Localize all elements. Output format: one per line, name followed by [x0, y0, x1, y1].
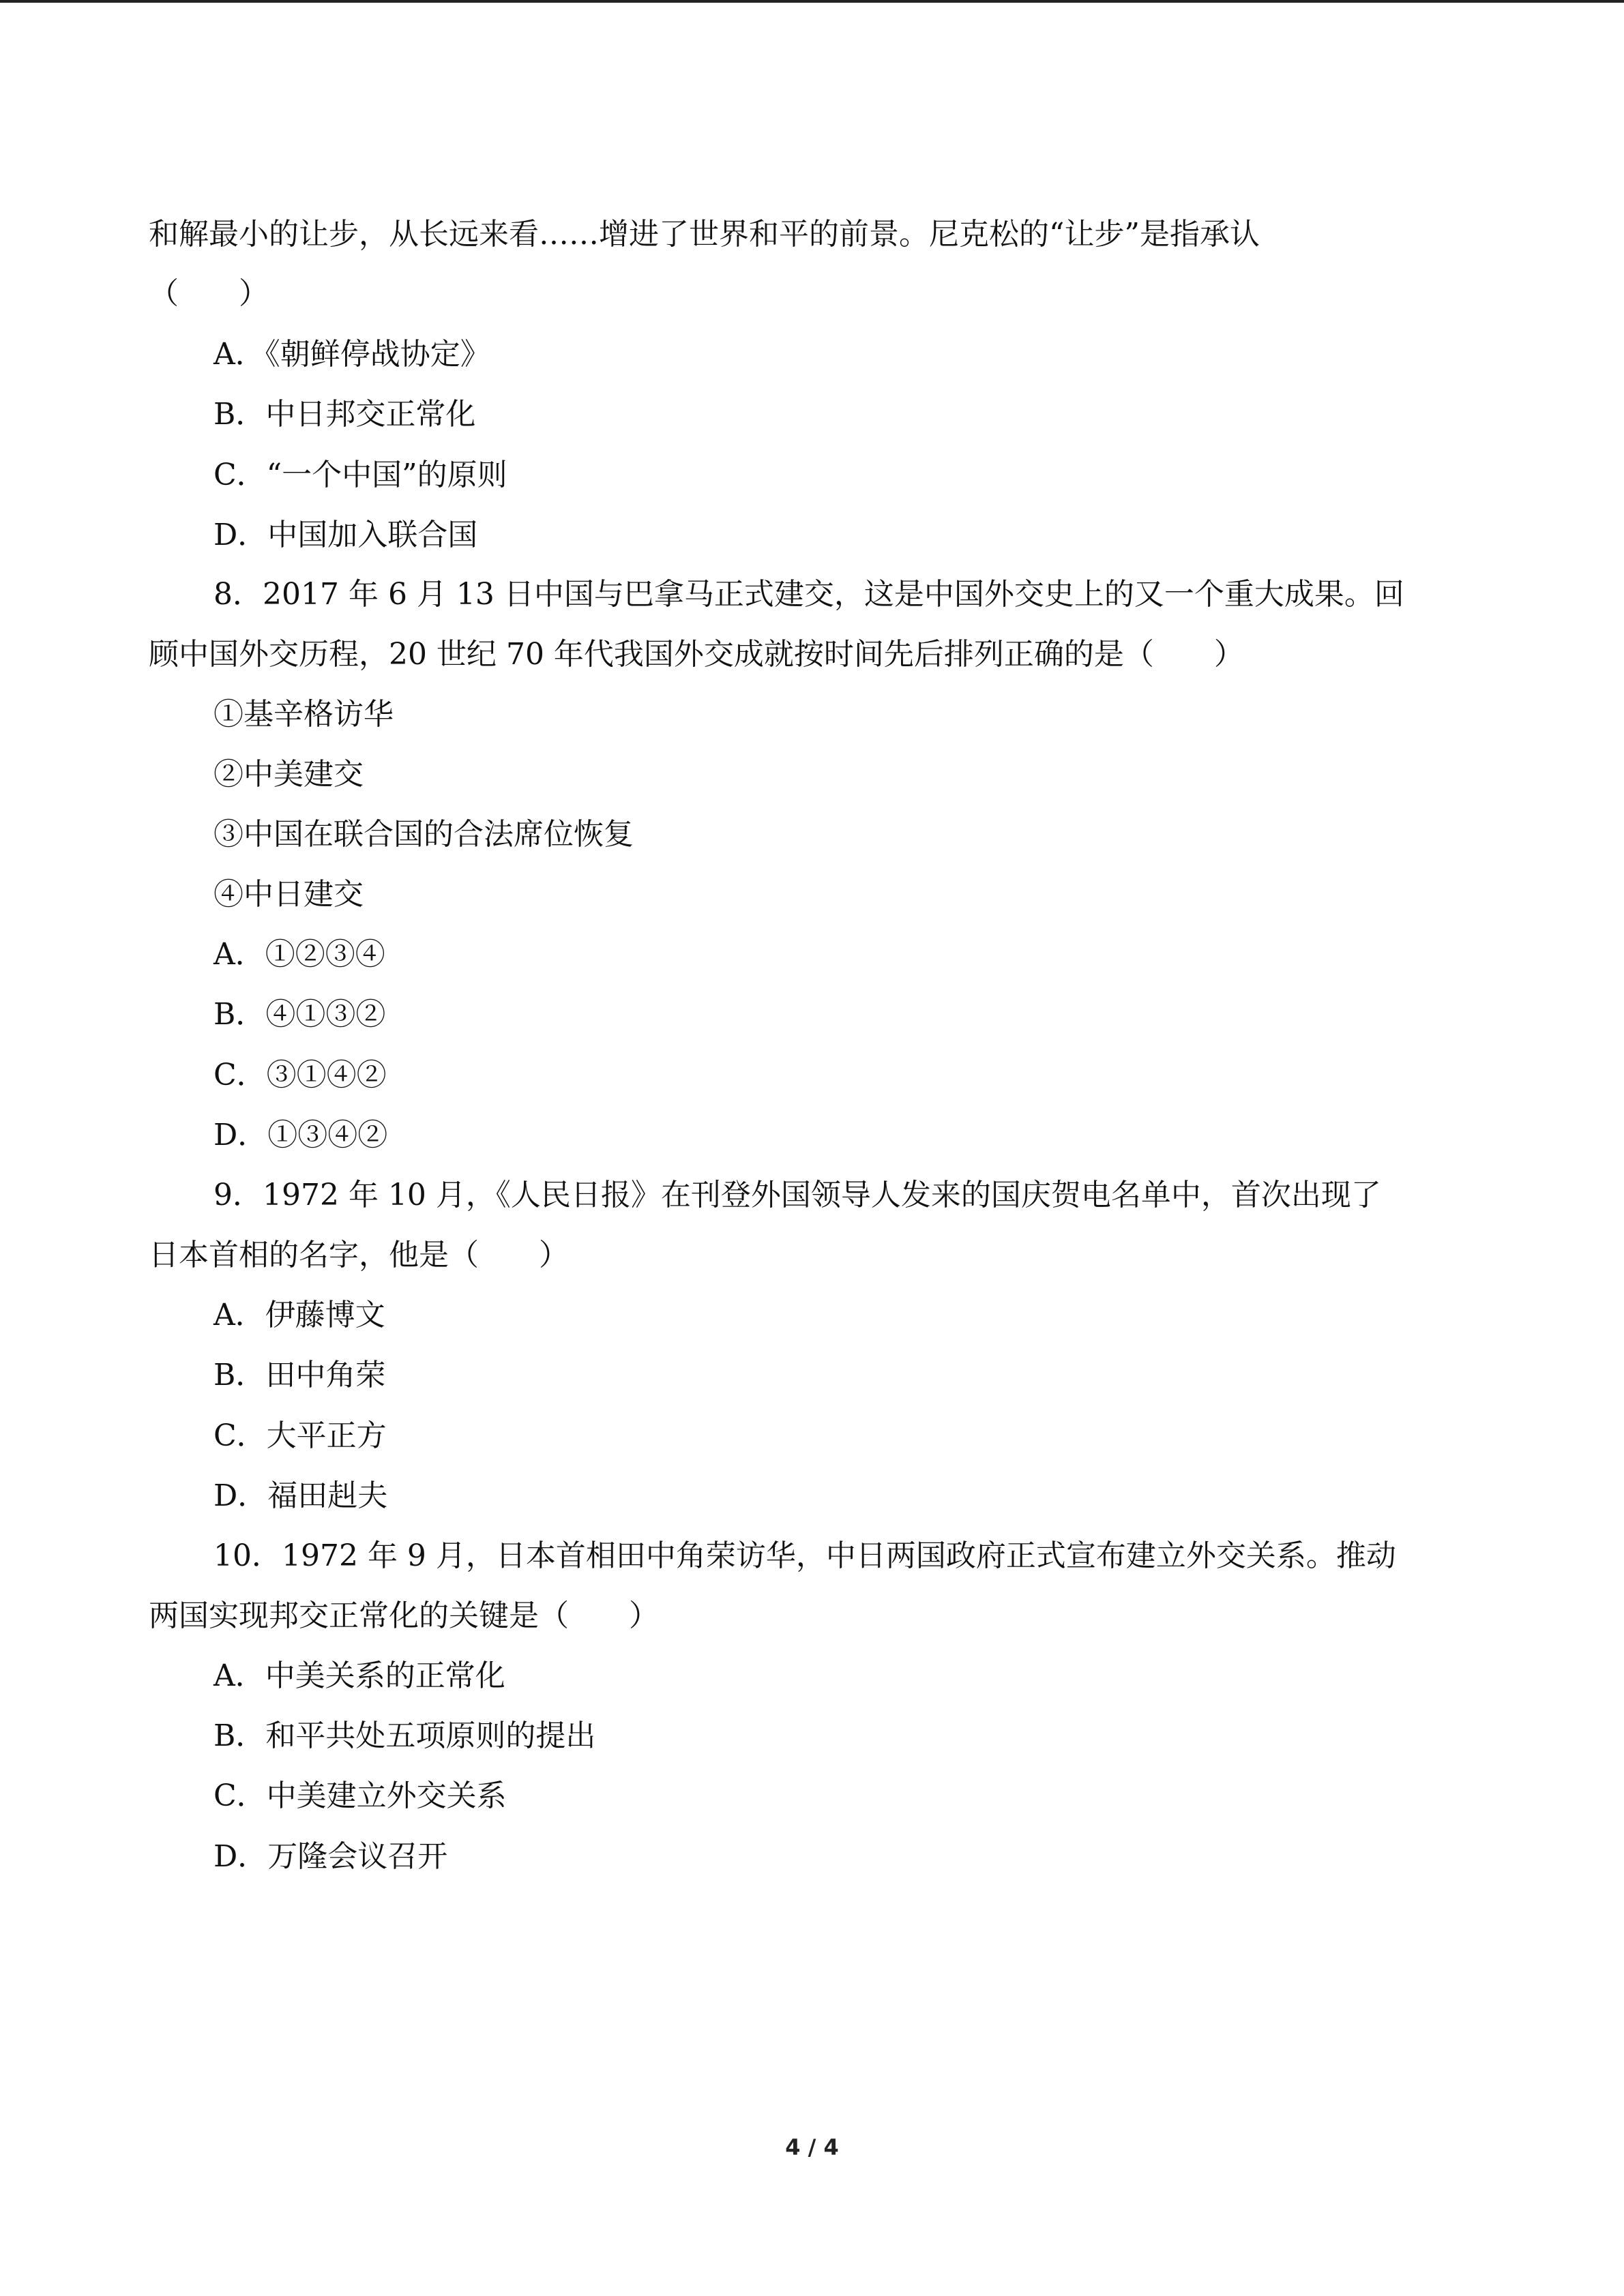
q8-stem-line-2: 顾中国外交历程，20 世纪 70 年代我国外交成就按时间先后排列正确的是（ ）	[149, 637, 1244, 672]
q9-option-d: D．福田赳夫	[213, 1478, 388, 1513]
page-number: 4 / 4	[785, 2134, 839, 2160]
q10-option-b: B．和平共处五项原则的提出	[213, 1718, 596, 1753]
q8-event-1: ①基辛格访华	[213, 697, 394, 732]
q10-option-a: A．中美关系的正常化	[213, 1658, 505, 1693]
q7-option-d: D．中国加入联合国	[213, 518, 478, 552]
q7-stem-line-2: 和解最小的让步，从长远来看……增进了世界和平的前景。尼克松的“让步”是指承认	[149, 217, 1260, 252]
q9-stem-line-1: 9．1972 年 10 月，《人民日报》在刊登外国领导人发来的国庆贺电名单中，首次出现了	[213, 1178, 1381, 1212]
page-top-border	[0, 0, 1624, 3]
q7-option-b: B．中日邦交正常化	[213, 397, 476, 432]
q8-stem-line-1: 8．2017 年 6 月 13 日中国与巴拿马正式建交，这是中国外交史上的又一个重大成果。回	[213, 577, 1404, 612]
q7-option-c: C．“一个中国”的原则	[213, 458, 507, 492]
q8-option-a: A．①②③④	[213, 937, 385, 972]
q9-option-c: C．大平正方	[213, 1418, 387, 1453]
q9-option-a: A．伊藤博文	[213, 1298, 385, 1332]
q10-option-c: C．中美建立外交关系	[213, 1778, 507, 1813]
q8-event-4: ④中日建交	[213, 877, 364, 912]
q8-option-c: C．③①④②	[213, 1058, 387, 1092]
q10-stem-line-2: 两国实现邦交正常化的关键是（ ）	[149, 1598, 659, 1633]
q8-option-d: D．①③④②	[213, 1118, 388, 1152]
q7-answer-blank: （ ）	[149, 276, 269, 311]
q10-stem-line-1: 10．1972 年 9 月，日本首相田中角荣访华，中日两国政府正式宣布建立外交关系。推动	[213, 1538, 1396, 1573]
q10-option-d: D．万隆会议召开	[213, 1839, 448, 1874]
q7-option-a: A．《朝鲜停战协定》	[213, 337, 490, 372]
q8-event-2: ②中美建交	[213, 757, 364, 792]
q9-stem-line-2: 日本首相的名字，他是（ ）	[149, 1238, 569, 1272]
q9-option-b: B．田中角荣	[213, 1358, 386, 1392]
q8-event-3: ③中国在联合国的合法席位恢复	[213, 817, 634, 852]
q8-option-b: B．④①③②	[213, 997, 386, 1032]
